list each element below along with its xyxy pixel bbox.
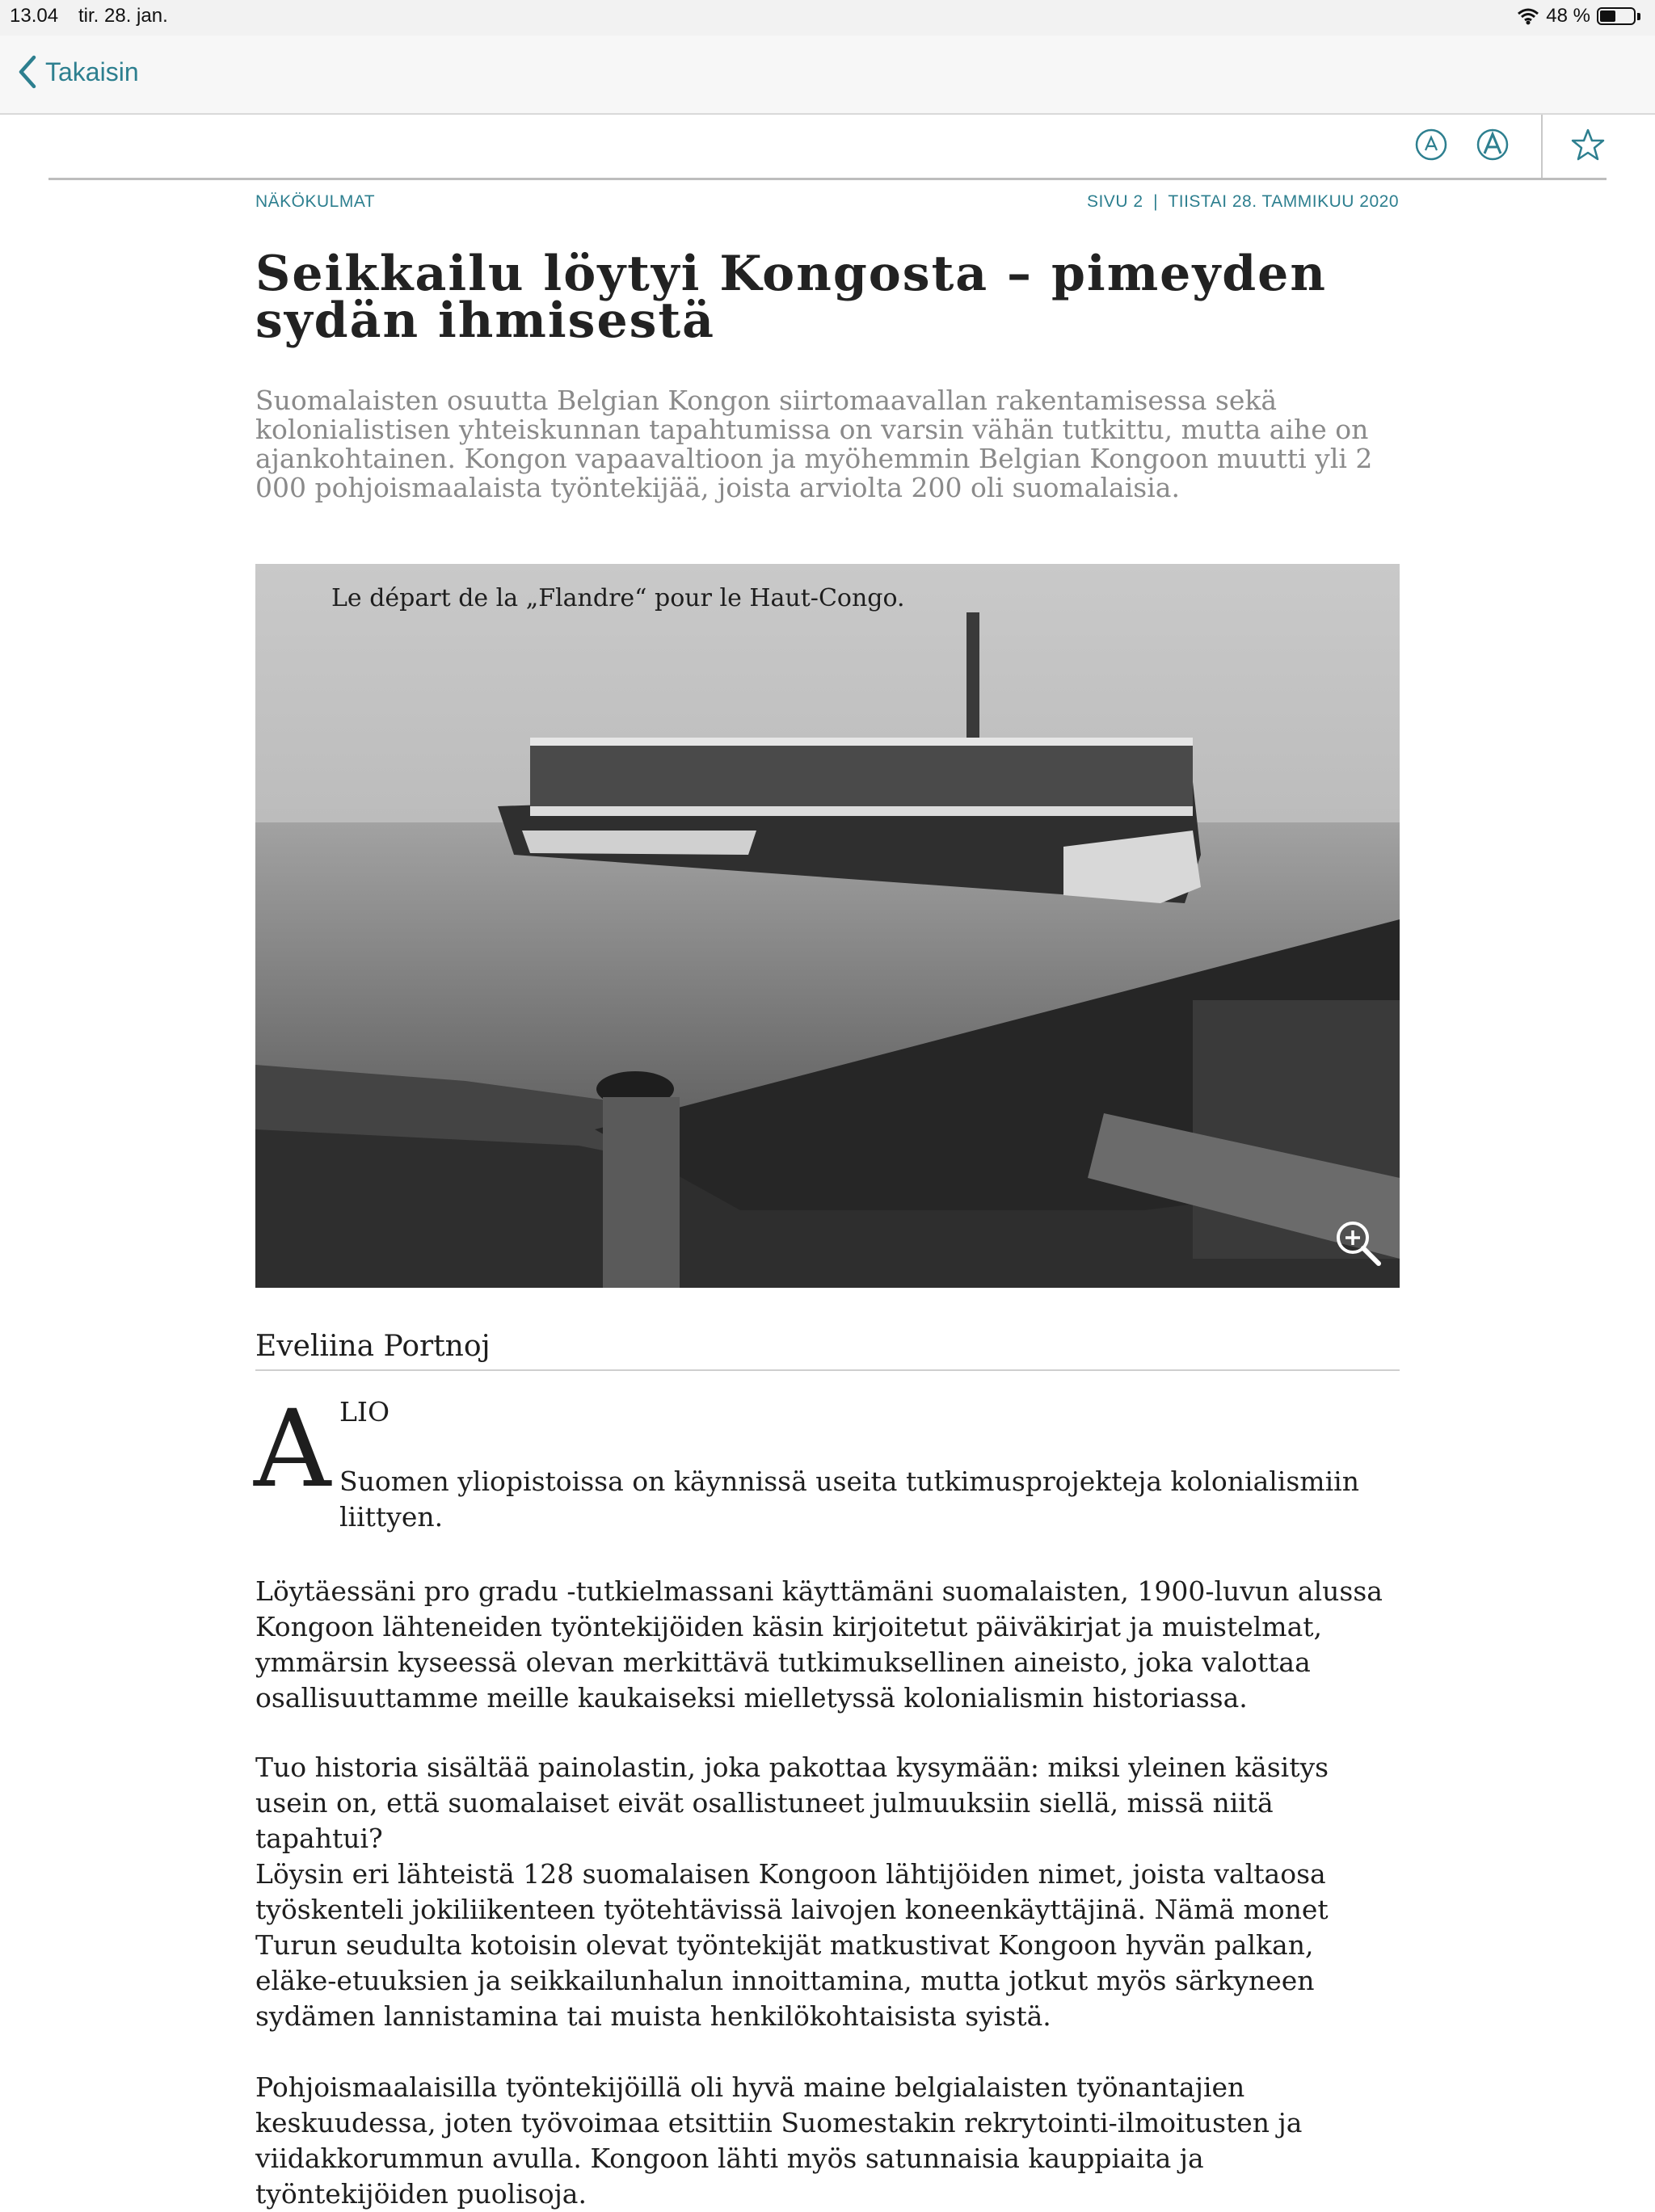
intro-paragraph: Suomen yliopistoissa on käynnissä useita tutkimusprojekteja kolonialismiin liittyen. bbox=[339, 1466, 1359, 1533]
drop-cap-word: LIO bbox=[339, 1396, 390, 1428]
back-button[interactable] bbox=[18, 55, 139, 89]
section-label: NÄKÖKULMAT bbox=[255, 192, 376, 211]
status-bar bbox=[0, 0, 1655, 36]
article-author: Eveliina Portnoj bbox=[255, 1330, 1400, 1371]
reader-toolbar bbox=[48, 115, 1607, 180]
star-bookmark-icon[interactable] bbox=[1571, 128, 1605, 165]
wifi-icon bbox=[1517, 7, 1539, 25]
body-paragraph: Tuo historia sisältää painolastin, joka pakottaa kysymään: miksi yleinen käsitys usein on, että suomalaiset eivät osallistuneet julmuuksiin siellä, missä niitä tapahtui? bbox=[255, 1752, 1329, 1854]
zoom-icon[interactable] bbox=[1333, 1218, 1383, 1268]
body-paragraph: Pohjoismaalaisilla työntekijöillä oli hyvä maine belgialaisten työnantajien keskuudessa, joten työvoimaa etsittiin Suomestakin rekrytointi-ilmoitusten ja viidakkorummun avulla. Kongoon lähti myös satunnaisia kauppiaita ja työntekijöiden puolisoja. bbox=[255, 2071, 1303, 2210]
status-indicators bbox=[1517, 5, 1640, 27]
font-size-large-icon[interactable] bbox=[1476, 128, 1510, 165]
font-size-small-icon[interactable] bbox=[1414, 128, 1448, 165]
drop-cap: A bbox=[254, 1387, 331, 1512]
page-info: SIVU 2 | TIISTAI 28. TAMMIKUU 2020 bbox=[1086, 192, 1399, 211]
body-paragraph: Löytäessäni pro gradu -tutkielmassani käyttämäni suomalaisten, 1900-luvun alussa Kongoon lähteneiden työntekijöiden käsin kirjoitetut päiväkirjat ja muistelmat, ymmärsin kyseessä olevan merkittävä tutkimuksellinen aineisto, joka valottaa osallisuuttamme meille kaukaiseksi mielletyssä kolonialismin historiassa. bbox=[255, 1575, 1383, 1714]
chevron-left-icon bbox=[18, 55, 37, 89]
battery-percent: 48 % bbox=[1546, 5, 1590, 27]
article-lead: Suomalaisten osuutta Belgian Kongon siirtomaavallan rakentamisessa sekä kolonialistisen yhteiskunnan tapahtumissa on varsin vähän tutkittu, mutta aihe on ajankohtainen. Kongon vapaavaltioon ja myöhemmin Belgian Kongoon muutti yli 2 000 pohjoismaalaista työntekijää, joista arviolta 200 oli suomalaisia. bbox=[255, 385, 1373, 503]
status-date: tir. 28. jan. bbox=[78, 5, 168, 27]
article-photo[interactable] bbox=[255, 564, 1400, 1288]
status-time: 13.04 bbox=[10, 5, 59, 27]
back-label: Takaisin bbox=[45, 57, 139, 86]
body-paragraph: Löysin eri lähteistä 128 suomalaisen Kongoon lähtijöiden nimet, joista valtaosa työskenteli jokiliikenteen työtehtävissä laivojen koneenkäyttäjinä. Nämä monet Turun seudulta kotoisin olevat työntekijät matkustivat Kongoon hyvän palkan, eläke-etuuksien ja seikkailunhalun innoittamina, mutta jotkut myös särkyneen sydämen lannistamina tai muista henkilökohtaisista syistä. bbox=[255, 1858, 1329, 2032]
steamboat-photo bbox=[255, 564, 1400, 1288]
nav-bar bbox=[0, 36, 1655, 115]
article-headline: Seikkailu löytyi Kongosta – pimeyden sydän ihmisestä bbox=[255, 246, 1327, 349]
toolbar-divider bbox=[1541, 115, 1543, 178]
photo-caption: Le départ de la „Flandre“ pour le Haut-Congo. bbox=[331, 584, 905, 612]
battery-icon bbox=[1597, 7, 1636, 25]
